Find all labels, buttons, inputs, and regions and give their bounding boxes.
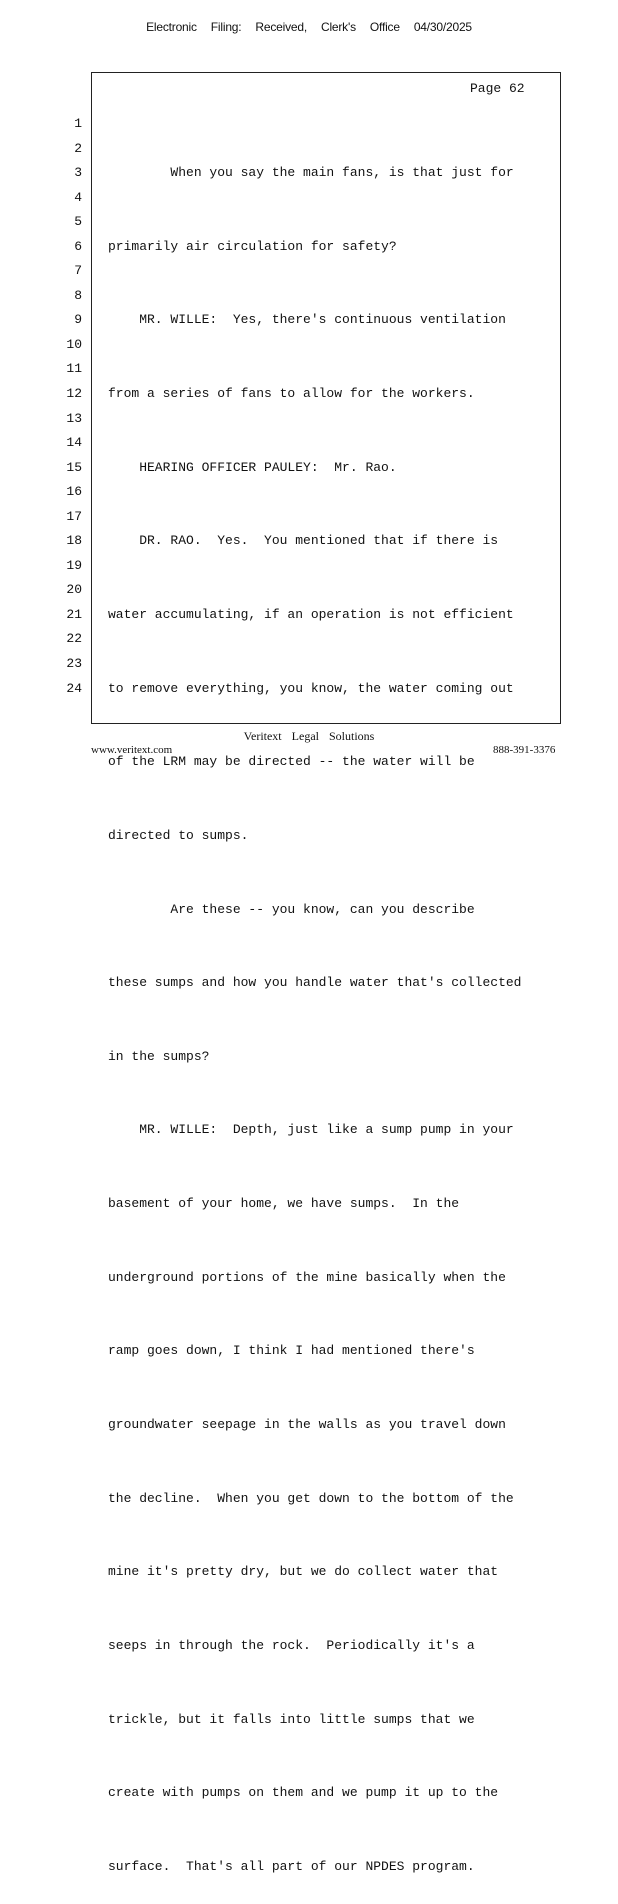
transcript-line: in the sumps? xyxy=(108,1048,210,1064)
footer-website: www.veritext.com xyxy=(91,744,173,756)
transcript-line: When you say the main fans, is that just for xyxy=(108,165,514,181)
line-number: 23 xyxy=(66,656,82,672)
line-number: 14 xyxy=(66,435,82,451)
page-number: Page 62 xyxy=(470,81,525,96)
line-number: 20 xyxy=(66,582,82,598)
line-number: 15 xyxy=(66,459,82,475)
transcript-line: basement of your home, we have sumps. In the xyxy=(108,1196,460,1212)
transcript-line: MR. WILLE: Depth, just like a sump pump in your xyxy=(108,1122,514,1138)
transcript-line: DR. RAO. Yes. You mentioned that if there is xyxy=(108,533,499,549)
header-word: Received, xyxy=(255,20,307,34)
line-number: 10 xyxy=(66,336,82,352)
line-number: 6 xyxy=(74,238,82,254)
header-word: Filing: xyxy=(210,20,242,34)
transcript-line: ramp goes down, I think I had mentioned there's xyxy=(108,1343,475,1359)
transcript-line: trickle, but it falls into little sumps that we xyxy=(108,1711,475,1727)
transcript-line: from a series of fans to allow for the workers. xyxy=(108,386,475,402)
line-number: 19 xyxy=(66,557,82,573)
header-word: Office xyxy=(369,20,400,34)
transcript-line: to remove everything, you know, the water coming out xyxy=(108,680,514,696)
footer-word: Veritext xyxy=(243,729,282,743)
line-number: 8 xyxy=(74,287,82,303)
line-number-column xyxy=(60,112,82,701)
transcript-line: HEARING OFFICER PAULEY: Mr. Rao. xyxy=(108,459,397,475)
transcript-line: MR. WILLE: Yes, there's continuous ventilation xyxy=(108,312,506,328)
line-number: 4 xyxy=(74,189,82,205)
line-number: 12 xyxy=(66,386,82,402)
line-number: 1 xyxy=(74,116,82,131)
footer-company xyxy=(0,729,618,744)
transcript-line: mine it's pretty dry, but we do collect water that xyxy=(108,1564,499,1580)
footer-word: Legal xyxy=(291,729,319,743)
line-number: 18 xyxy=(66,533,82,549)
transcript-line: these sumps and how you handle water that's collected xyxy=(108,975,522,991)
line-number: 5 xyxy=(74,214,82,230)
line-number: 17 xyxy=(66,508,82,524)
line-number: 3 xyxy=(74,165,82,181)
header-word: Electronic xyxy=(146,20,197,34)
filing-header xyxy=(0,20,618,34)
transcript-line: primarily air circulation for safety? xyxy=(108,238,397,254)
transcript-line: groundwater seepage in the walls as you travel down xyxy=(108,1416,506,1432)
footer-phone: 888-391-3376 xyxy=(493,744,556,756)
line-number: 16 xyxy=(66,484,82,500)
transcript-line: Are these -- you know, can you describe xyxy=(108,901,475,917)
line-number: 13 xyxy=(66,410,82,426)
transcript-line: water accumulating, if an operation is not efficient xyxy=(108,606,514,622)
transcript-line: of the LRM may be directed -- the water will be xyxy=(108,754,475,770)
transcript-line: directed to sumps. xyxy=(108,827,249,843)
footer-word: Solutions xyxy=(328,729,375,743)
line-number: 9 xyxy=(74,312,82,328)
transcript-line: create with pumps on them and we pump it up to the xyxy=(108,1785,499,1801)
line-number: 24 xyxy=(66,680,82,696)
line-number: 11 xyxy=(66,361,82,377)
header-word: 04/30/2025 xyxy=(413,20,472,34)
line-number: 7 xyxy=(74,263,82,279)
transcript-body xyxy=(108,112,548,1904)
transcript-line: underground portions of the mine basically when the xyxy=(108,1269,506,1285)
transcript-line: surface. That's all part of our NPDES program. xyxy=(108,1858,475,1874)
transcript-line: seeps in through the rock. Periodically it's a xyxy=(108,1637,475,1653)
line-number: 21 xyxy=(66,606,82,622)
transcript-line: the decline. When you get down to the bottom of the xyxy=(108,1490,514,1506)
header-word: Clerk's xyxy=(320,20,356,34)
line-number: 2 xyxy=(74,140,82,156)
line-number: 22 xyxy=(66,631,82,647)
